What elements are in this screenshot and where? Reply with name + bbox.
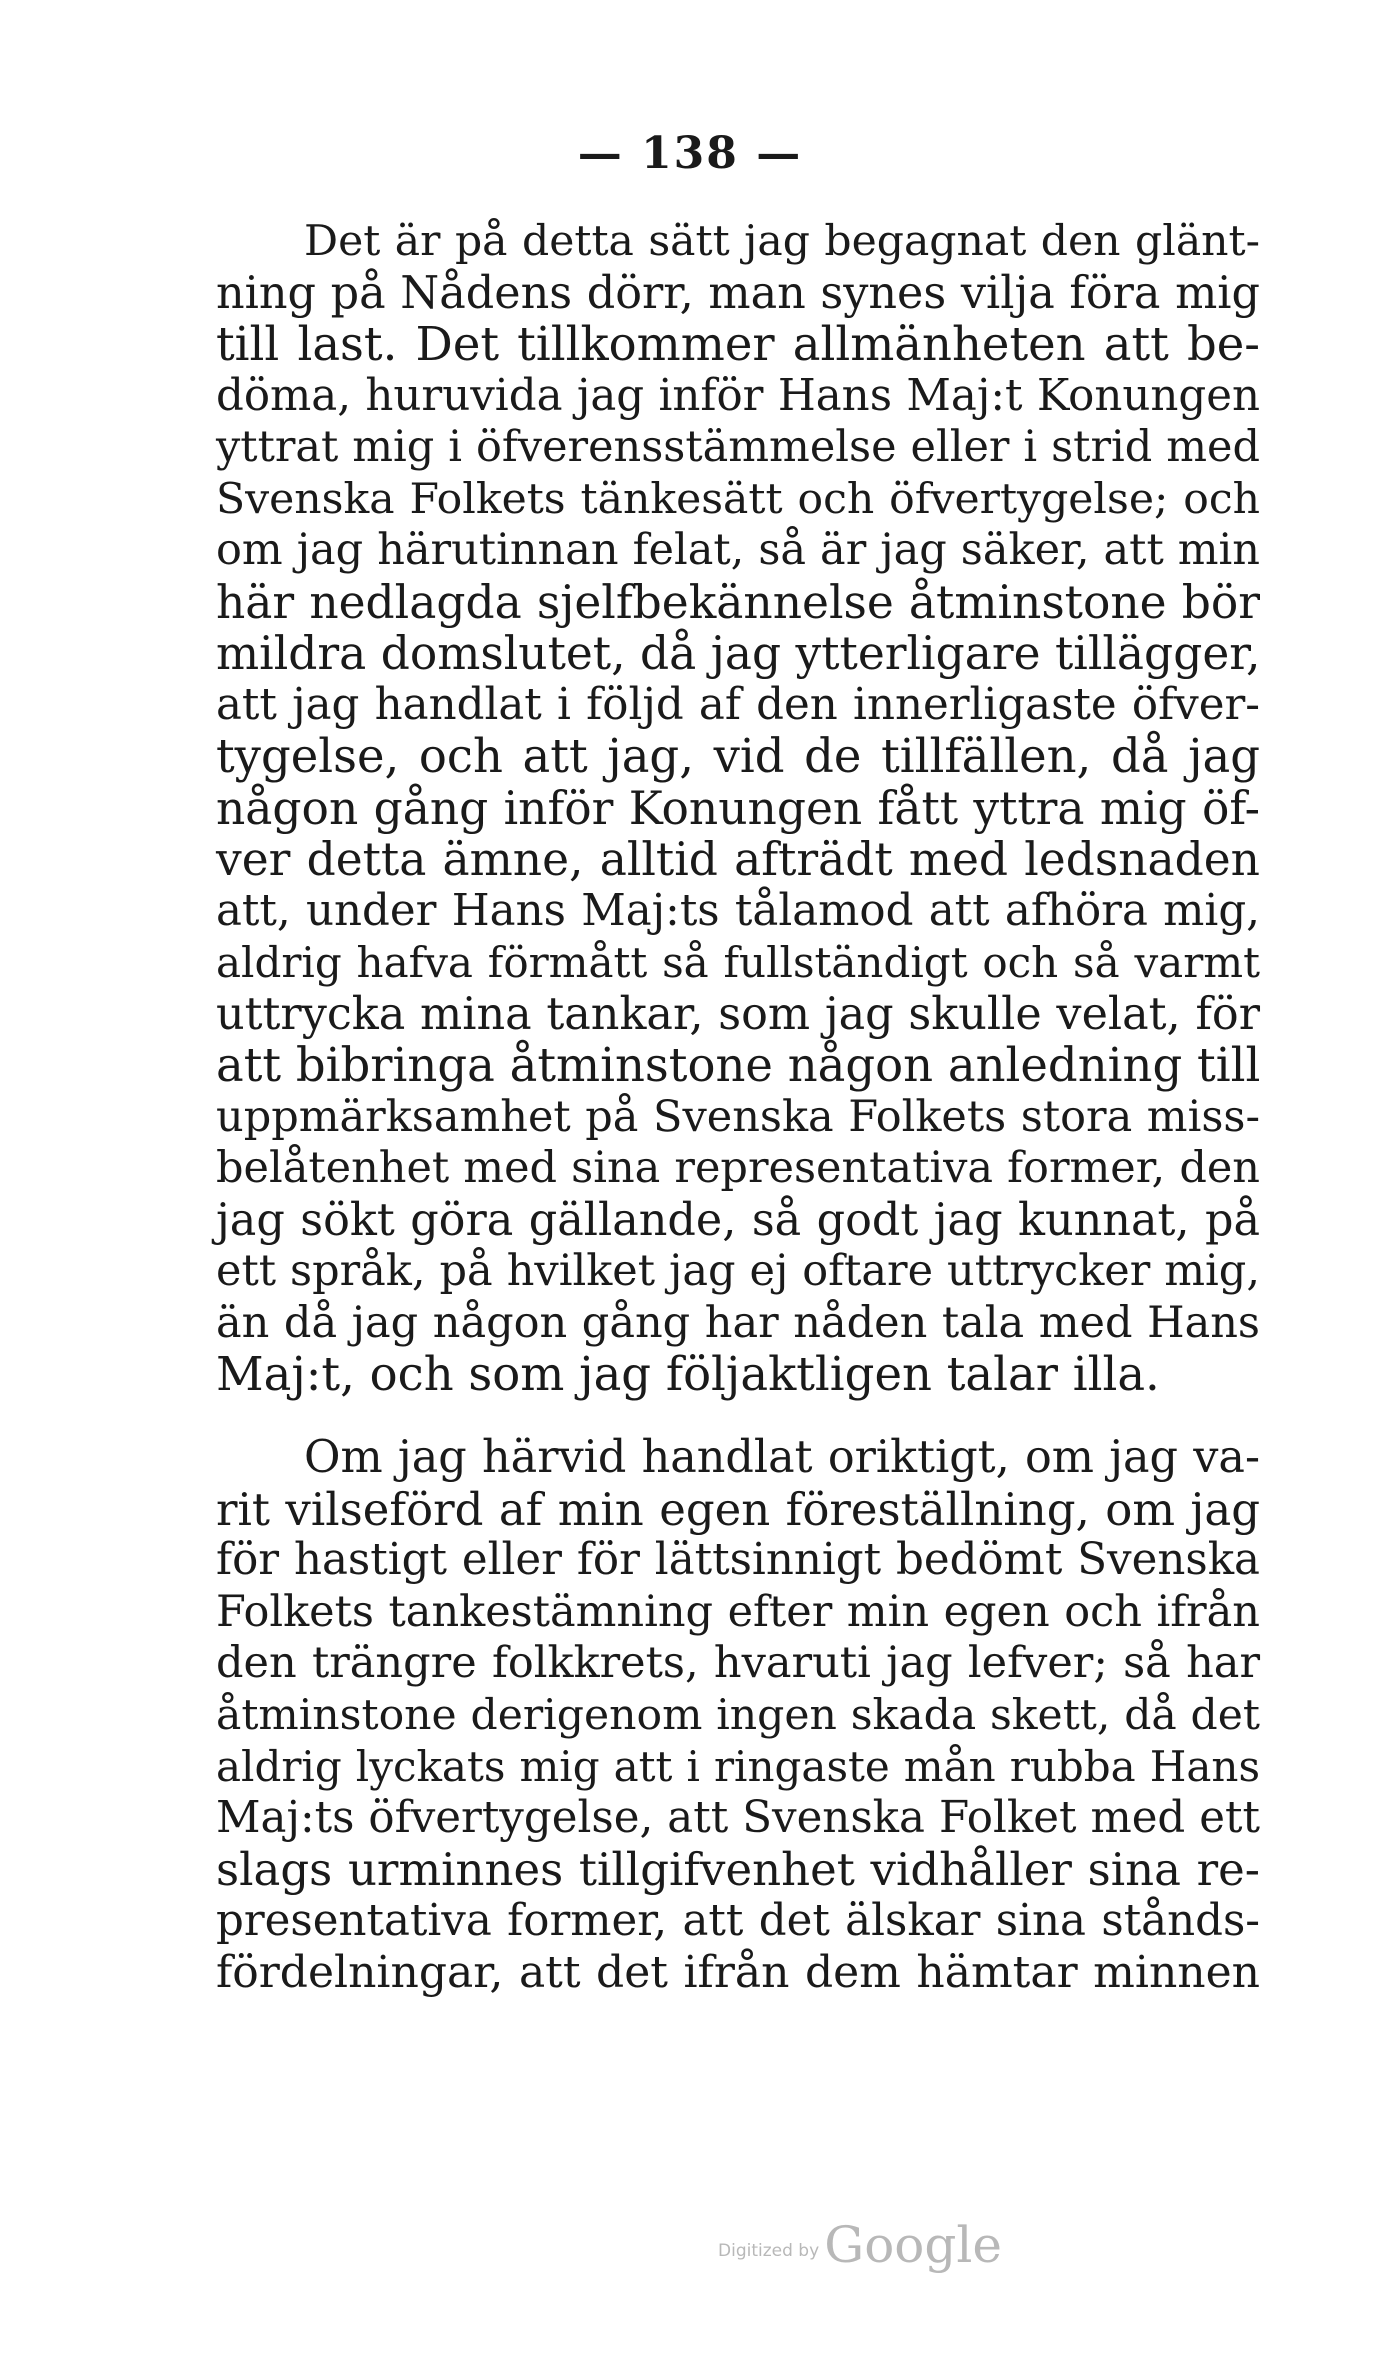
watermark-prefix: Digitized by [718,2241,820,2261]
text-line: Det är på detta sätt jag begagnat den glänt- [304,217,1260,266]
text-line: här nedlagda sjelfbekännelse åtminstone bör [216,575,1260,629]
text-line: belåtenhet med sina representativa former, den [216,1143,1260,1193]
text-line: om jag härutinnan felat, så är jag säker, att min [216,525,1260,575]
text-line: ning på Nådens dörr, man synes vilja föra mig [216,267,1260,319]
text-line: uttrycka mina tankar, som jag skulle velat, för [216,988,1260,1040]
text-line: Om jag härvid handlat oriktigt, om jag va- [304,1432,1260,1483]
text-line: att, under Hans Maj:ts tålamod att afhöra mig, [216,885,1260,936]
text-line: Maj:t, och som jag följaktligen talar illa. [216,1347,1160,1401]
text-line: ver detta ämne, alltid afträdt med ledsnaden [216,833,1260,886]
text-line: någon gång inför Konungen fått yttra mig öf- [216,781,1260,835]
text-line: Svenska Folkets tänkesätt och öfvertygelse; och [216,474,1260,524]
text-line: till last. Det tillkommer allmänheten att be- [216,317,1260,371]
text-line: rit vilseförd af min egen föreställning, om jag [216,1482,1260,1536]
text-line: fördelningar, att det ifrån dem hämtar minnen [216,1947,1260,1998]
digitized-by-watermark [718,2216,1002,2276]
text-line: aldrig hafva förmått så fullständigt och så varmt [216,938,1260,987]
text-line: jag sökt göra gällande, så godt jag kunnat, på [216,1194,1260,1246]
text-line: tygelse, och att jag, vid de tillfällen, då jag [216,729,1260,783]
text-line: slags urminnes tillgifvenhet vidhåller sina re- [216,1843,1260,1896]
text-line: åtminstone derigenom ingen skada skett, då det [216,1690,1260,1740]
text-line: mildra domslutet, då jag ytterligare tillägger, [216,627,1261,680]
page-number: — 138 — [577,128,803,179]
text-line: aldrig lyckats mig att i ringaste mån rubba Hans [216,1742,1260,1791]
text-line: än då jag någon gång har nåden tala med Hans [216,1297,1260,1348]
text-line: för hastigt eller för lättsinnigt bedömt Svenska [216,1535,1260,1585]
text-line: uppmärksamhet på Svenska Folkets stora miss- [216,1091,1260,1142]
text-line: döma, huruvida jag inför Hans Maj:t Konungen [216,370,1260,421]
text-line: att bibringa åtminstone någon anledning till [216,1038,1261,1092]
text-line: att jag handlat i följd af den innerligaste öfver- [216,679,1260,730]
text-line: ett språk, på hvilket jag ej oftare uttrycker mig, [216,1246,1260,1296]
text-line: yttrat mig i öfverensstämmelse eller i strid med [216,422,1260,472]
watermark-brand: Google [824,2216,1002,2274]
paragraph-2 [216,1432,1260,1999]
text-line: Maj:ts öfvertygelse, att Svenska Folket med ett [216,1792,1260,1843]
text-line: Folkets tankestämning efter min egen och ifrån [216,1586,1260,1637]
text-line: den trängre folkkrets, hvaruti jag lefver; så har [216,1638,1260,1688]
paragraph-1 [216,216,1260,1401]
text-line: presentativa former, att det älskar sina stånds- [216,1895,1260,1946]
